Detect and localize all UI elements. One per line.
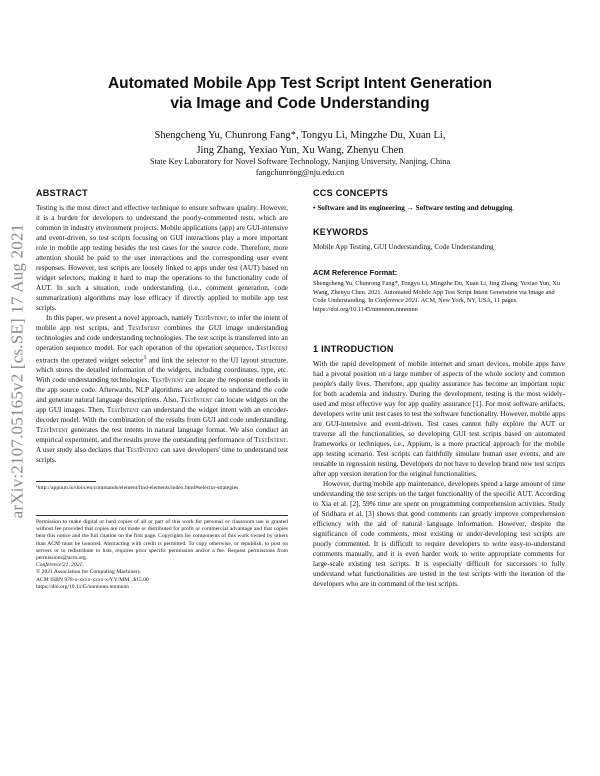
conference-name: Conference'21, 2021,: [36, 562, 84, 569]
isbn-line: ACM ISBN 978-x-xxxx-xxxx-x/YY/MM...$15.00: [36, 576, 149, 583]
text-run: .: [512, 204, 515, 212]
footnote: ¹http://appium.io/docs/en/commands/element/find-elements/index.html#selector-strategies: [36, 485, 239, 492]
tool-name: TestIntent: [106, 406, 139, 415]
introduction-heading: 1 INTRODUCTION: [313, 344, 394, 355]
copyright-line: © 2021 Association for Computing Machinery.: [36, 569, 142, 576]
arxiv-identifier: [4, 186, 30, 556]
text-run: can locate widgets on the app GUI images. Then,: [36, 396, 288, 415]
author-list: [60, 128, 540, 158]
text-run: . ACM, New York, NY, USA, 11 pages. https://doi.org/10.1145/nnnnnnn.nnnnnnn: [313, 297, 518, 313]
text-run: can understand the widget intent with an encoder-decoder model. With the combination of the results from GUI and code understanding,: [36, 406, 289, 425]
authors-line-1: Shengcheng Yu, Chunrong Fang*, Tongyu Li, Mingzhe Du, Xuan Li,: [154, 130, 446, 141]
tool-name: TestIntent: [194, 314, 227, 322]
affiliation: State Key Laboratory for Novel Software Technology, Nanjing University, Nanjing, China: [149, 157, 451, 166]
abstract-paragraph-1: Testing is the most direct and effective technique to ensure software quality. However, it is a burden for developers to understand the poorly-commented tests, which are common in industry environment projects. Mobile applications (app) are GUI-intensive and event-driven, so test scripts focusing on GUI interactions play a more important role in mobile app testing besides the test cases for the source code. Therefore, more attention should be paid to the user interactions and the corresponding user event responses. However, test scripts are loosely linked to apps under test (AUT) based on widget selectors, making it hard to map the operations to the functionality code of AUT. In such a situation, code understanding (i.e., comment generation, code summarization) algorithms may lose efficacy if directly applied to mobile app test scripts.: [36, 204, 288, 312]
left-column: [36, 188, 288, 591]
affiliation-block: [60, 156, 540, 178]
text-run: , to infer the intent of mobile app test scripts, and: [36, 314, 288, 332]
right-column: [313, 188, 565, 589]
paper-title: [60, 74, 540, 114]
abstract-heading: ABSTRACT: [36, 188, 88, 198]
ccs-concepts: [313, 203, 565, 213]
text-run: . A user study also declares that: [36, 436, 289, 455]
text-run: can save developers' time to understand test scripts.: [36, 446, 288, 465]
text-run: In this paper, we present a novel approach, namely: [46, 314, 195, 322]
acm-reference-text: [313, 280, 565, 314]
introduction-paragraph-1: With the rapid development of mobile internet and smart devices, mobile apps have had a pivotal position on a large number of aspects of the whole society and common people's daily lives. Therefore, app quality assurance has become an important topic for both academia and industry. During the development, testing is the most widely-used and most effective way for app quality assurance [1]. For most software artifacts, developers write unit test cases to test the software functionality. However, mobile apps are GUI-intensive and event-driven. Test cases cannot fully explore the AUT or traverse all the functionalities, so developing GUI test scripts based on automated frameworks or techniques, i.e., Appium, is a more practical approach for the mobile app testing scenario. Test scripts can faithfully simulate human user events, and are reusable in regression testing. Developers do not have to develop brand new test scripts after app version iteration for the original functionalities.: [313, 360, 565, 479]
tool-name: TestIntent: [180, 396, 213, 405]
text-run: and link the selector to the UI layout structure, which stores the detailed information of the widgets, including coordinates, type, etc. With code understanding technologies,: [36, 356, 288, 385]
tool-name: TestIntent: [126, 446, 159, 455]
tool-name: TestIntent: [254, 436, 287, 445]
keywords-heading: KEYWORDS: [313, 227, 369, 237]
keywords-text: Mobile App Testing, GUI Understanding, Code Understanding: [313, 243, 494, 251]
ccs-heading: CCS CONCEPTS: [313, 188, 389, 198]
title-line-2: via Image and Code Understanding: [170, 95, 430, 112]
author-email: fangchunrong@nju.edu.cn: [255, 168, 345, 177]
permission-text: Permission to make digital or hard copies of all or part of this work for personal or classroom use is granted without fee provided that copies are not made or distributed for profit or commercial advantage and that copies bear this notice and the full citation on the first page. Copyrights for components of this work owned by others than ACM must be honored. Abstracting with credit is permitted. To copy otherwise, or republish, to post on servers or to redistribute to lists, requires prior specific permission and/or a fee. Request permissions from permissions@acm.org.: [36, 518, 288, 561]
text-run: combines the GUI image understanding technologies and code understanding technologies. The test script is transferred into an operation sequence model. For each operation of the operation sequence,: [36, 324, 288, 352]
doi-line: https://doi.org/10.1145/nnnnnnn.nnnnnnn: [36, 583, 130, 590]
footnote-marker: 1: [143, 355, 147, 361]
introduction-paragraph-2: However, during mobile app maintenance, developers spend a large amount of time understanding the test scripts on the target functionality of the specific AUT. According to Xia et al. [2], 59% time are spent on programming comprehension activities. Study of Sridhara et al. [3] shows that good comments can greatly improve comprehension efficiency with the aid of natural language information. However, despite the significance of code comments, most existing or under-developing test scripts are poorly commented. It is difficult to require developers to write easy-to-understand comments manually, and it is even harder work to write appropriate comments for large-scale existing test scripts. It is especially difficult for successors to fully understand what functionalities are tested in the test scripts with the iteration of the developers who are in command of the test scripts.: [313, 480, 565, 589]
text-run: Shengcheng Yu, Chunrong Fang*, Tongyu Li, Mingzhe Du, Xuan Li, Jing Zhang, Yexiao Yun, Xu Wang, Zhenyu Chen. 2021. Automated Mobile App Test Script Intent Generation via Image and Code Understanding. In: [313, 280, 560, 305]
tool-name: TestIntent: [36, 426, 69, 435]
text-run: extracts the operated widget selector: [36, 356, 144, 365]
tool-name: TestIntent: [255, 344, 288, 352]
tool-name: TestIntent: [127, 324, 160, 332]
venue-name: Conference 2021: [374, 297, 418, 305]
arxiv-identifier-text: arXiv:2107.05165v2 [cs.SE] 17 Aug 2021: [7, 223, 27, 519]
tool-name: TestIntent: [151, 376, 184, 385]
footnote-divider: [36, 481, 96, 482]
title-line-1: Automated Mobile App Test Script Intent Generation: [107, 75, 493, 92]
text-run: can locate the response methods in the app source code. Afterwards, NLP algorithms are adopted to understand the code and generate natural language descriptions. Also,: [36, 376, 288, 405]
permission-divider: [36, 515, 288, 516]
permission-notice: [36, 519, 288, 591]
ccs-concept-text: • Software and its engineering → Software testing and debugging: [313, 204, 513, 212]
acm-reference-heading: ACM Reference Format:: [313, 268, 398, 277]
authors-line-2: Jing Zhang, Yexiao Yun, Xu Wang, Zhenyu Chen: [196, 145, 404, 156]
abstract-paragraph-2: [36, 313, 288, 465]
text-run: generates the test intents in natural language format. We also conduct an empirical experiment, and the results prove the outstanding performance of: [36, 426, 288, 445]
